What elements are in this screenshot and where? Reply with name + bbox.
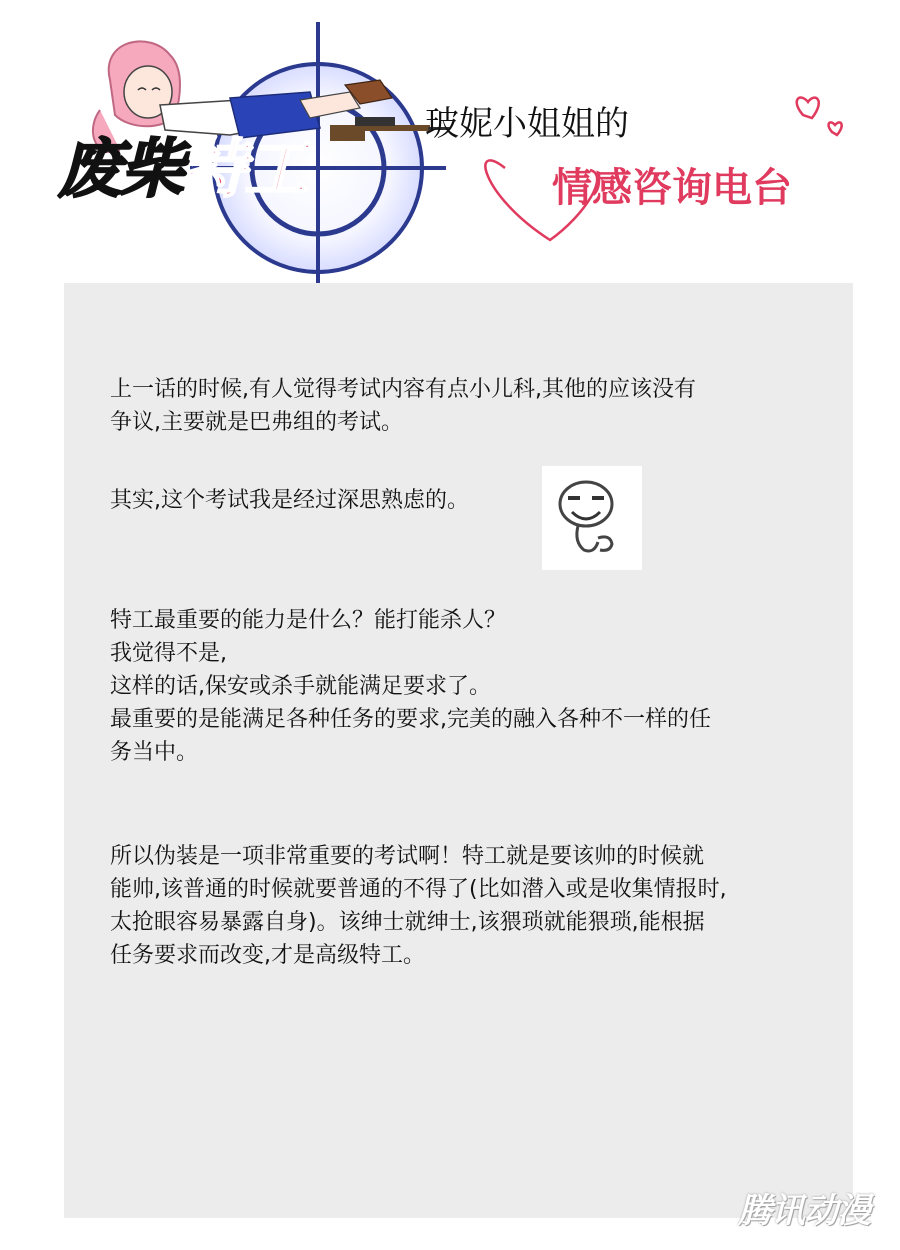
paragraph-line: 能帅,该普通的时候就要普通的不得了(比如潜入或是收集情报时, <box>110 877 727 902</box>
subtitle-line1: 玻妮小姐姐的 <box>425 104 629 144</box>
paragraph-line: 所以伪装是一项非常重要的考试啊！特工就是要该帅的时候就 <box>110 844 705 869</box>
paragraph-line: 争议,主要就是巴弗组的考试。 <box>110 410 403 435</box>
logo-title <box>58 118 306 210</box>
paragraph-line: 太抢眼容易暴露自身)。该绅士就绅士,该猥琐就能猥琐,能根据 <box>110 910 705 935</box>
meme-face-icon <box>542 466 642 570</box>
paragraph-line: 我觉得不是, <box>110 641 227 666</box>
paragraph-3 <box>110 604 711 769</box>
paragraph-line: 特工最重要的能力是什么？能打能杀人？ <box>110 608 507 633</box>
paragraph-line: 务当中。 <box>110 740 199 765</box>
watermark: 腾讯动漫 <box>738 1191 870 1231</box>
paragraph-line: 这样的话,保安或杀手就能满足要求了。 <box>110 674 491 699</box>
logo-part-black: 废柴 <box>58 133 182 207</box>
paragraph-line: 任务要求而改变,才是高级特工。 <box>110 943 425 968</box>
paragraph-4 <box>110 840 727 972</box>
header-banner <box>0 0 900 330</box>
subtitle-line2: 情感咨询电台 <box>552 165 792 211</box>
paragraph-1 <box>110 373 696 439</box>
paragraph-2 <box>110 484 469 517</box>
paragraph-line: 其实,这个考试我是经过深思熟虑的。 <box>110 488 469 513</box>
paragraph-line: 最重要的是能满足各种任务的要求,完美的融入各种不一样的任 <box>110 707 711 732</box>
logo-part-red: 特工 <box>182 133 306 207</box>
paragraph-line: 上一话的时候,有人觉得考试内容有点小儿科,其他的应该没有 <box>110 377 696 402</box>
